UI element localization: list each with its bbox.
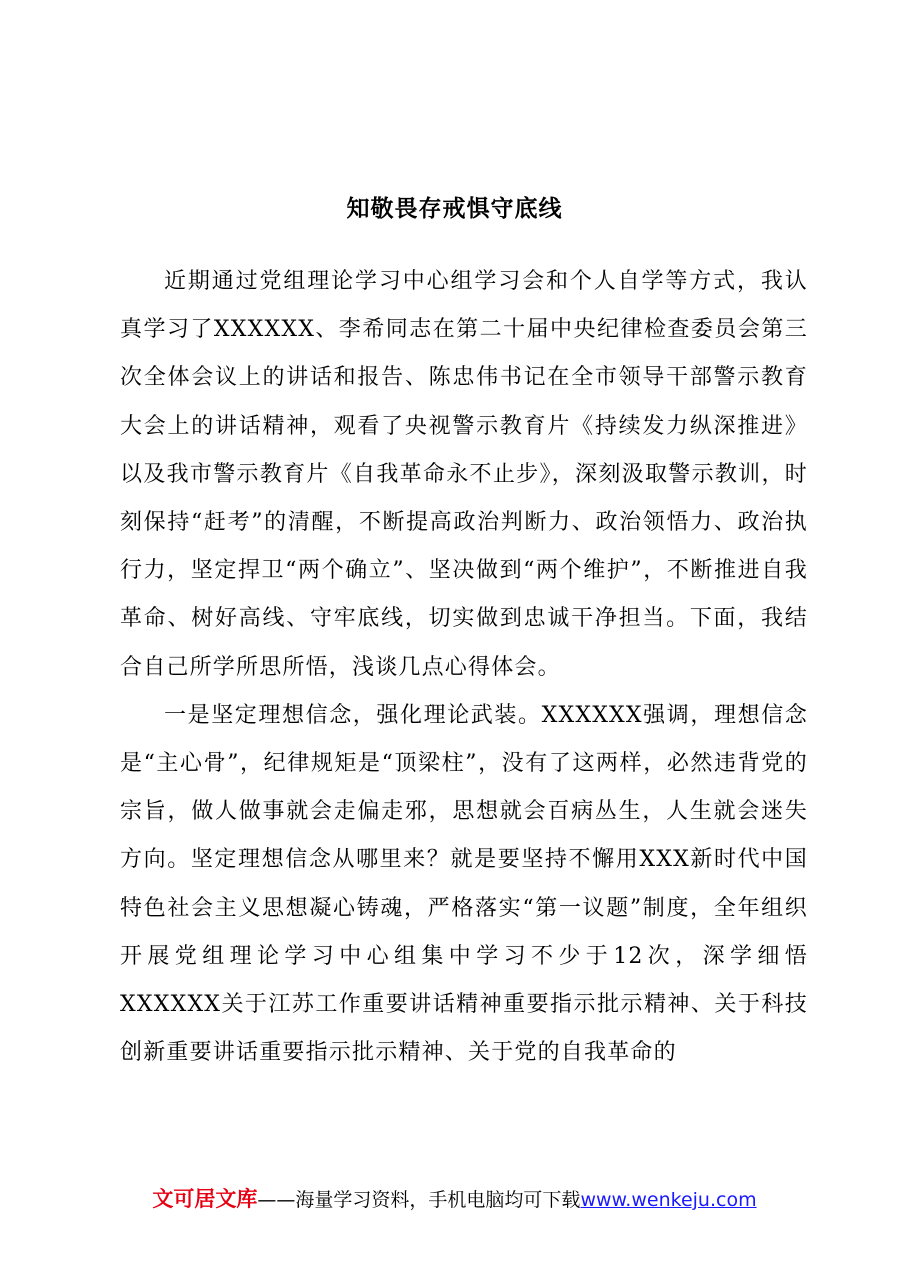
document-body	[120, 258, 808, 1077]
footer-website-link[interactable]: www.wenkeju.com	[580, 1189, 757, 1211]
footer-dash: ——	[257, 1189, 296, 1211]
footer-slogan: 海量学习资料，手机电脑均可下载	[295, 1189, 581, 1211]
footer-banner	[0, 1183, 909, 1213]
paragraph-point-one: 一是坚定理想信念，强化理论武装。XXXXXX强调，理想信念是“主心骨”，纪律规矩是“顶梁柱”，没有了这两样，必然违背党的宗旨，做人做事就会走偏走邪，思想就会百病丛生，人生就会迷失方向。坚定理想信念从哪里来？就是要坚持不懈用XXX新时代中国特色社会主义思想凝心铸魂，严格落实“第一议题”制度，全年组织开展党组理论学习中心组集中学习不少于12次，深学细悟XXXXXX关于江苏工作重要讲话精神重要指示批示精神、关于科技创新重要讲话重要指示批示精神、关于党的自我革命的	[120, 702, 808, 1066]
footer-brand: 文可居文库	[152, 1187, 258, 1211]
paragraph-intro: 近期通过党组理论学习中心组学习会和个人自学等方式，我认真学习了XXXXXX、李希同志在第二十届中央纪律检查委员会第三次全体会议上的讲话和报告、陈忠伟书记在全市领导干部警示教育大会上的讲话精神，观看了央视警示教育片《持续发力纵深推进》以及我市警示教育片《自我革命永不止步》，深刻汲取警示教训，时刻保持“赶考”的清醒，不断提高政治判断力、政治领悟力、政治执行力，坚定捍卫“两个确立”、坚决做到“两个维护”，不断推进自我革命、树好高线、守牢底线，切实做到忠诚干净担当。下面，我结合自己所学所思所悟，浅谈几点心得体会。	[120, 269, 808, 680]
document-title: 知敬畏存戒惧守底线	[346, 195, 563, 222]
